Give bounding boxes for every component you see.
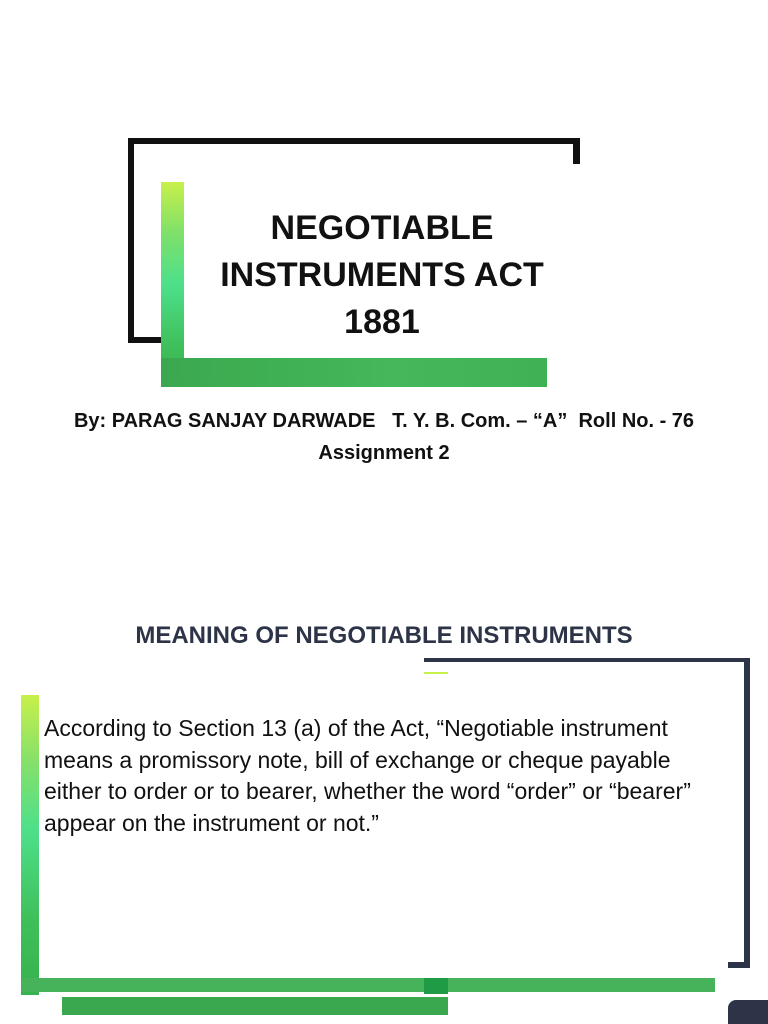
assignment-label: Assignment 2: [318, 442, 450, 464]
author-details: By: PARAG SANJAY DARWADE T. Y. B. Com. – “A” Roll No. - 76: [73, 410, 695, 432]
navy-frame-bottom: [728, 962, 750, 968]
title-slide: [0, 0, 768, 490]
green-horizontal-bar-lower: [62, 997, 448, 1015]
green-horizontal-bar: [21, 978, 715, 992]
definition-text: According to Section 13 (a) of the Act, “Negotiable instrument means a promissory note, bill of exchange or cheque payable either to order or to bearer, whether the word “order” or “bearer” appear on the instrument or not.”: [44, 715, 691, 836]
author-byline: [0, 405, 768, 469]
meaning-slide: [0, 580, 768, 1024]
green-vertical-bar: [21, 695, 39, 995]
corner-tab: [728, 1000, 768, 1024]
green-accent-line: [424, 672, 448, 674]
slide-title: [184, 205, 580, 346]
title-line-2: INSTRUMENTS ACT: [220, 256, 544, 294]
slide-heading: MEANING OF NEGOTIABLE INSTRUMENTS: [135, 622, 633, 649]
title-line-3: 1881: [344, 303, 420, 341]
navy-frame-top: [424, 658, 750, 662]
navy-frame-right: [744, 658, 750, 968]
green-accent-block: [424, 978, 448, 994]
green-vertical-bar: [161, 182, 184, 387]
green-horizontal-bar: [161, 358, 547, 387]
black-frame-tick: [573, 138, 580, 164]
title-line-1: NEGOTIABLE: [270, 209, 494, 247]
